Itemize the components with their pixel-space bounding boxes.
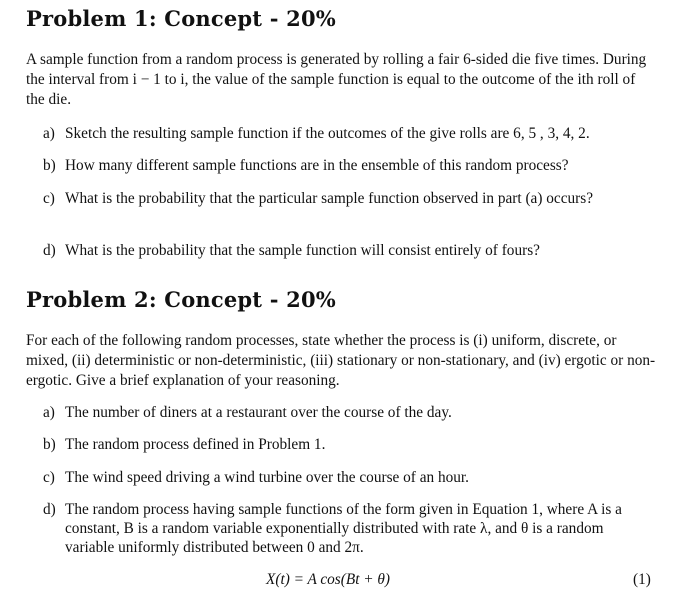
item-label: a)	[43, 404, 55, 421]
item-label: a)	[43, 125, 55, 142]
problem-1-intro: A sample function from a random process is generated by rolling a fair 6-sided die five times. During the interval from i − 1 to i, the value of the sample function is equal to the outcome of the ith roll of the die.	[26, 51, 647, 108]
item-label: d)	[43, 242, 56, 259]
item-text: The random process defined in Problem 1.	[65, 436, 326, 453]
problem-2-item-d	[43, 500, 655, 557]
problem-1-item-d	[43, 241, 655, 260]
problem-2-item-c	[43, 468, 655, 487]
item-text: The random process having sample functions of the form given in Equation 1, where A is a constant, B is a random variable exponentially distributed with rate λ, and θ is a random variable uniformly distributed between 0 and 2π.	[65, 501, 622, 556]
item-label: c)	[43, 469, 55, 486]
item-text: The wind speed driving a wind turbine over the course of an hour.	[65, 469, 469, 486]
problem-2-intro: For each of the following random processes, state whether the process is (i) uniform, discrete, or mixed, (ii) deterministic or non-deterministic, (iii) stationary or non-stationary, and (iv) ergotic or non-ergotic. Give a brief explanation of your reasoning.	[26, 332, 656, 389]
item-label: c)	[43, 190, 55, 207]
problem-1-item-a	[43, 124, 655, 143]
item-text: What is the probability that the particular sample function observed in part (a) occurs?	[65, 190, 593, 207]
problem-2-heading: Problem 2: Concept - 20%	[26, 287, 336, 312]
equation-expression: X(t) = A cos(Bt + θ)	[266, 571, 391, 588]
item-text: Sketch the resulting sample function if the outcomes of the give rolls are 6, 5 , 3, 4, 2.	[65, 125, 590, 142]
item-label: d)	[43, 501, 56, 518]
problem-2-item-b	[43, 435, 655, 454]
item-label: b)	[43, 436, 56, 453]
problem-2-item-a	[43, 403, 655, 422]
problem-1-item-b	[43, 156, 655, 175]
item-text: How many different sample functions are in the ensemble of this random process?	[65, 157, 569, 174]
problem-1-item-c	[43, 189, 655, 208]
item-label: b)	[43, 157, 56, 174]
item-text: The number of diners at a restaurant over the course of the day.	[65, 404, 452, 421]
problem-1-heading: Problem 1: Concept - 20%	[26, 6, 336, 31]
item-text: What is the probability that the sample function will consist entirely of fours?	[65, 242, 540, 259]
equation-number: (1)	[633, 571, 651, 588]
